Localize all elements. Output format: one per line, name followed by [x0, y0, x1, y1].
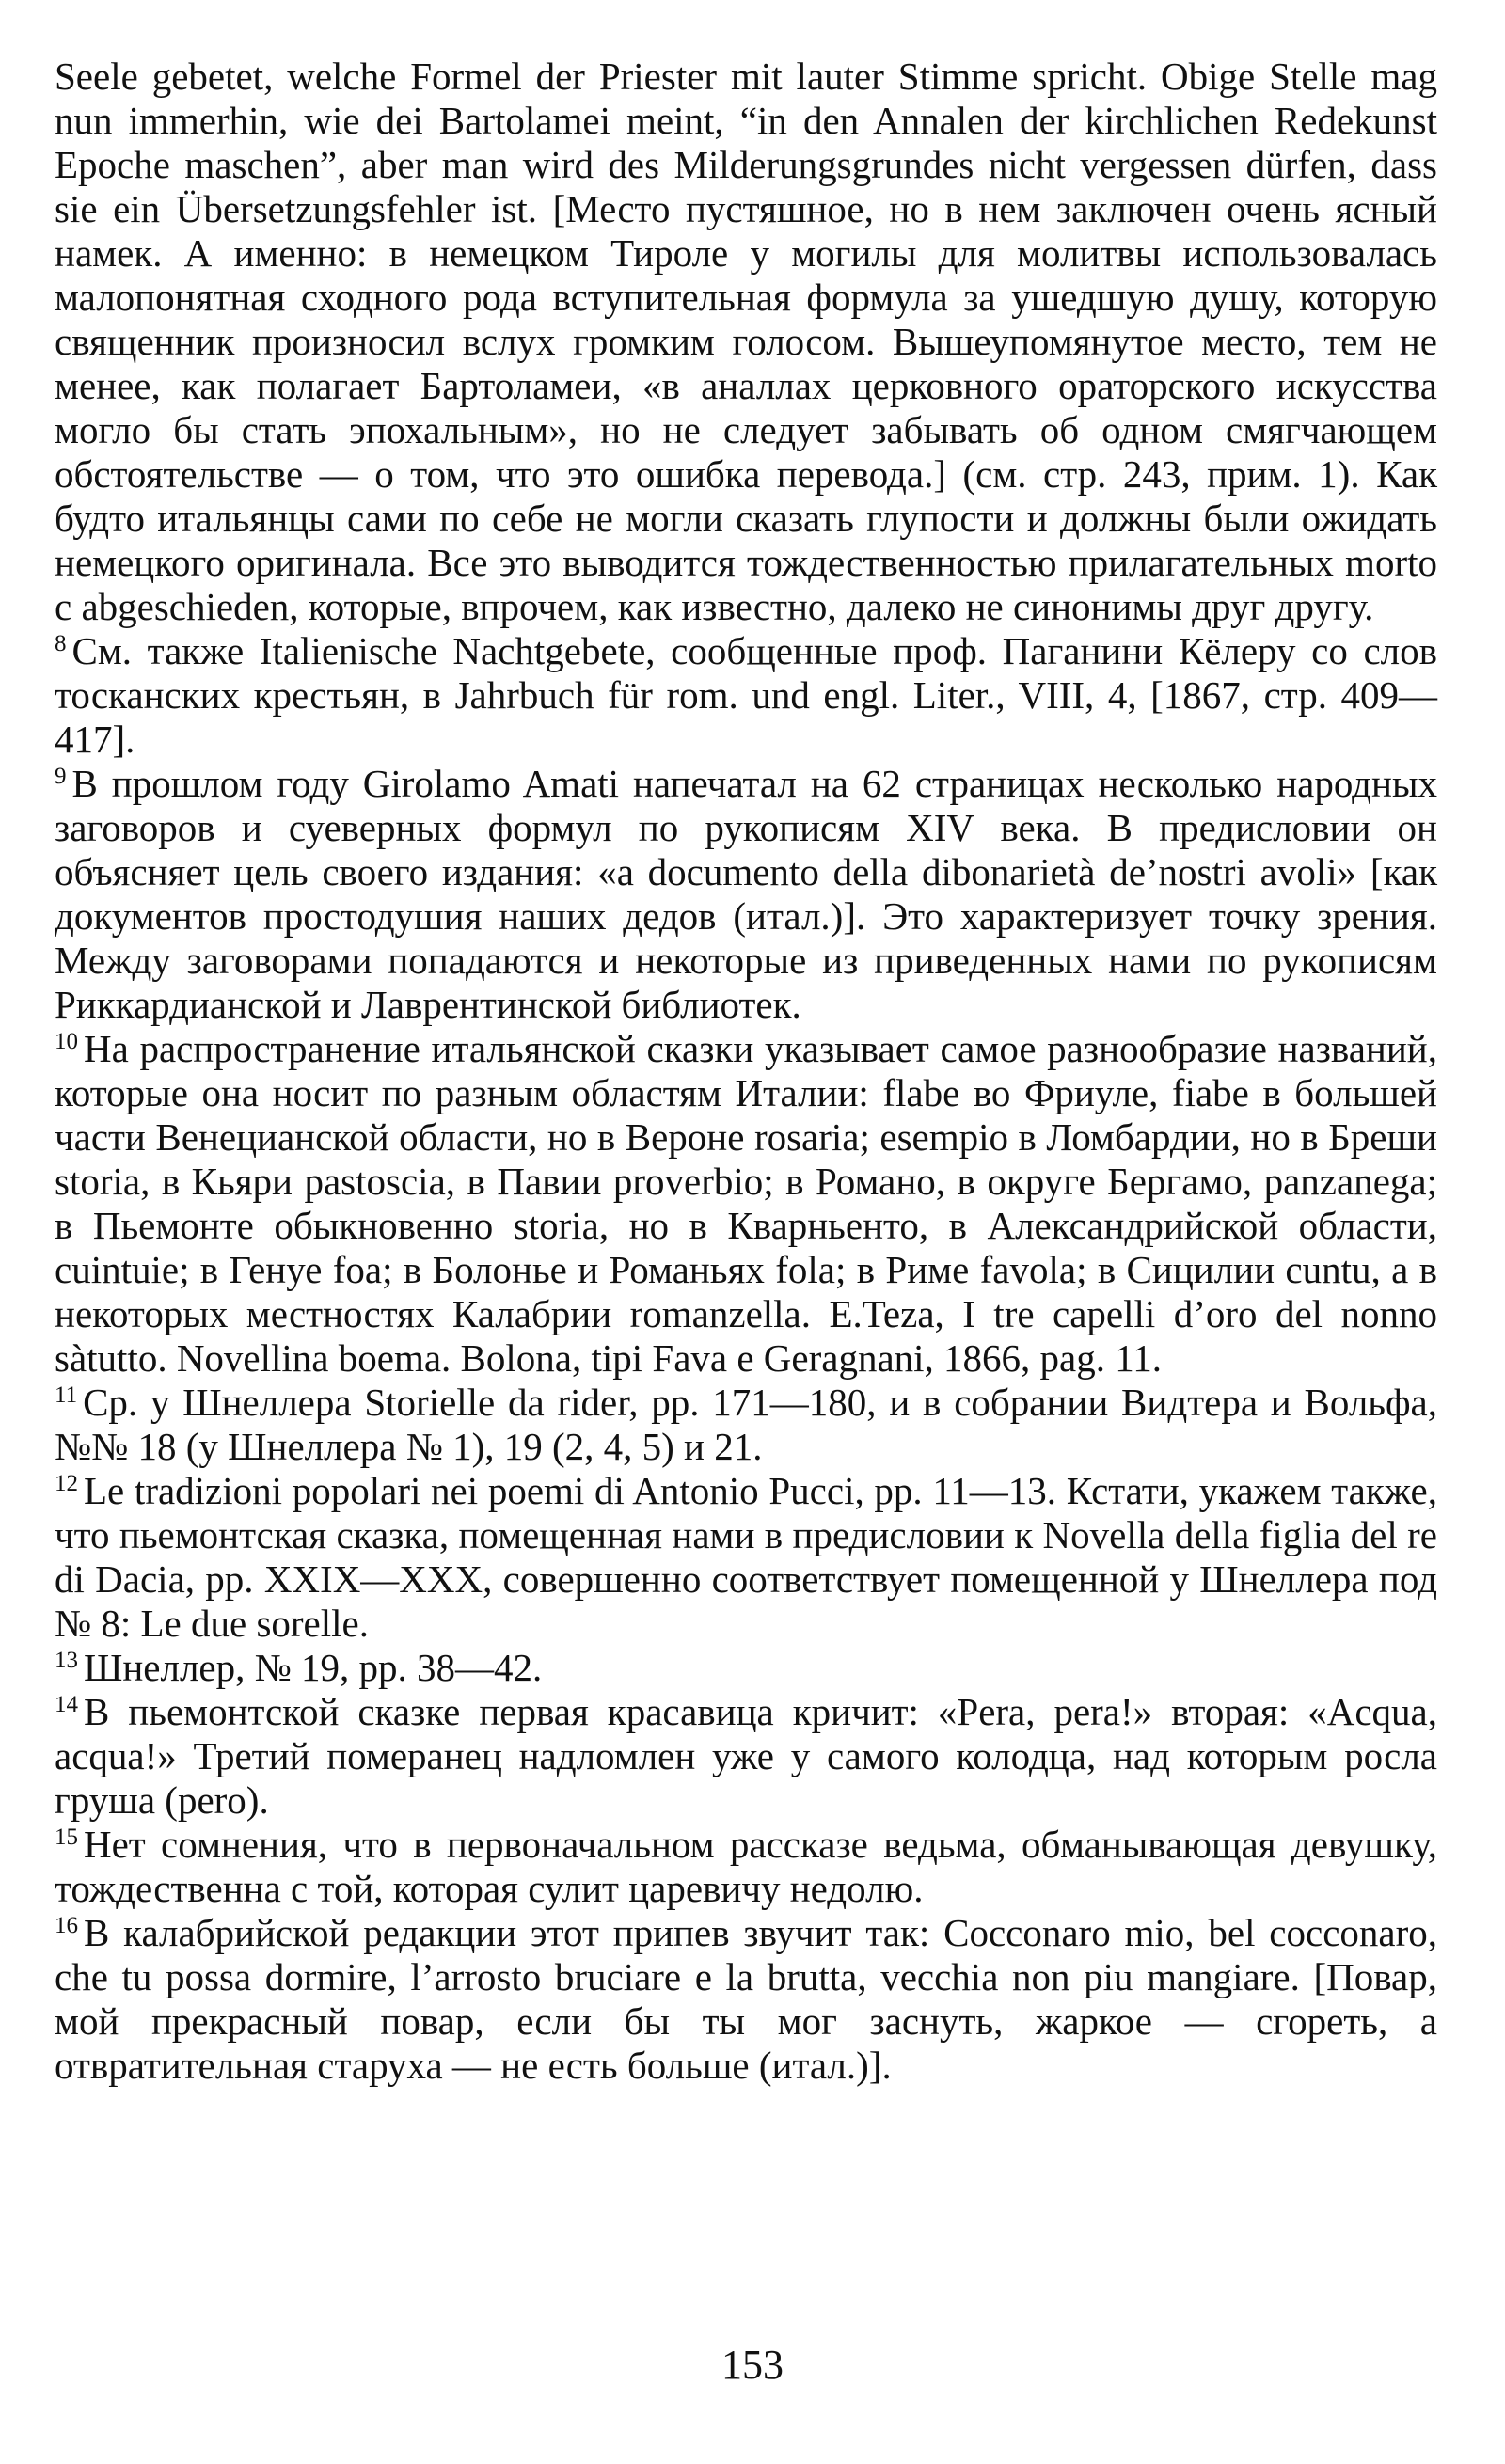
- footnote-text: В калабрийской редакции этот припев звучит так: Cocconaro mio, bel cocconaro, che tu possa dormire, l’arrosto bruciare e la brutta, vecchia non piu mangiare. [Повар, мой прекрасный повар, если бы ты мог заснуть, жаркое — сгореть, а отвратительная старуха — не есть больше (итал.)].: [55, 1911, 1437, 2087]
- footnote-number: 16: [55, 1913, 78, 1938]
- footnote-15: [55, 1823, 1437, 1911]
- footnote-number: 8: [55, 631, 67, 656]
- footnote-14: [55, 1690, 1437, 1823]
- footnotes: [55, 629, 1437, 2088]
- footnote-number: 13: [55, 1648, 78, 1673]
- footnote-text: Ср. у Шнеллера Storielle da rider, pp. 171—180, и в собрании Видтера и Вольфа, №№ 18 (у Шнеллера № 1), 19 (2, 4, 5) и 21.: [55, 1381, 1437, 1468]
- footnote-number: 11: [55, 1382, 78, 1408]
- footnote-number: 10: [55, 1029, 78, 1054]
- footnote-text: В прошлом году Girolamo Amati напечатал на 62 страницах несколько народных заговоров и суеверных формул по рукописям XIV века. В предисловии он объясняет цель своего издания: «a documento della dibonarietà de’nostri avoli» [как документов простодушия наших дедов (итал.)]. Это характеризует точку зрения. Между заговорами попадаются и некоторые из приведенных нами по рукописям Риккардианской и Лаврентинской библиотек.: [55, 762, 1437, 1026]
- footnote-number: 14: [55, 1692, 78, 1717]
- footnote-10: [55, 1027, 1437, 1381]
- footnote-13: [55, 1646, 1437, 1690]
- footnote-16: [55, 1911, 1437, 2088]
- footnote-text: Le tradizioni popolari nei poemi di Antonio Pucci, pp. 11—13. Кстати, укажем также, что пьемонтская сказка, помещенная нами в предисловии к Novella della figlia del re di Dacia, pp. XXIX—XXX, совершенно соответствует помещенной у Шнеллера под № 8: Le due sorelle.: [55, 1469, 1437, 1645]
- footnote-number: 12: [55, 1471, 78, 1496]
- footnote-number: 15: [55, 1824, 78, 1850]
- page-body: [55, 55, 1437, 2088]
- footnote-text: В пьемонтской сказке первая красавица кричит: «Pera, pera!» вторая: «Acqua, acqua!» Третий померанец надломлен уже у самого колодца, над которым росла груша (pero).: [55, 1690, 1437, 1822]
- footnote-text: См. также Italienische Nachtgebete, сообщенные проф. Паганини Кёлеру со слов тосканских крестьян, в Jahrbuch für rom. und engl. Liter., VIII, 4, [1867, стр. 409—417].: [55, 629, 1437, 761]
- footnote-text: Шнеллер, № 19, pp. 38—42.: [84, 1646, 543, 1689]
- footnote-number: 9: [55, 764, 67, 789]
- page-number: 153: [721, 2342, 784, 2388]
- footnote-9: [55, 762, 1437, 1027]
- footnote-8: [55, 629, 1437, 762]
- footnote-text: На распространение итальянской сказки указывает самое разнообразие названий, которые она носит по разным областям Италии: flabe во Фриуле, fiabe в большей части Венецианской области, но в Вероне rosaria; esempio в Ломбардии, но в Бреши storia, в Кьяри pastoscia, в Павии proverbio; в Романо, в округе Бергамо, panzanega; в Пьемонте обыкновенно storia, но в Кварньенто, в Александрийской области, cuintuie; в Генуе foa; в Болонье и Романьях fola; в Риме favola; в Сицилии cuntu, а в некоторых местностях Калабрии romanzella. E.Teza, I tre capelli d’oro del nonno sàtutto. Novellina boema. Bolona, tipi Fava e Geragnani, 1866, pag. 11.: [55, 1027, 1437, 1380]
- footnote-text: Нет сомнения, что в первоначальном рассказе ведьма, обманывающая девушку, тождественна с той, которая сулит царевичу недолю.: [55, 1823, 1437, 1910]
- footnote-12: [55, 1469, 1437, 1646]
- intro-paragraph: Seele gebetet, welche Formel der Priester mit lauter Stimme spricht. Obige Stelle mag nun immerhin, wie dei Bartolamei meint, “in den Annalen der kirchlichen Redekunst Epoche maschen”, aber man wird des Milderungsgrundes nicht vergessen dürfen, dass sie ein Übersetzungsfehler ist. [Место пустяшное, но в нем заключен очень ясный намек. А именно: в немецком Тироле у могилы для молитвы использовалась малопонятная сходного рода вступительная формула за ушедшую душу, которую священник произносил вслух громким голосом. Вышеупомянутое место, тем не менее, как полагает Бартоламеи, «в аналлах церковного ораторского искусства могло бы стать эпохальным», но не следует забывать об одном смягчающем обстоятельстве — о том, что это ошибка перевода.] (см. стр. 243, прим. 1). Как будто итальянцы сами по себе не могли сказать глупости и должны были ожидать немецкого оригинала. Все это выводится тождественностью прилагательных morto с abgeschieden, которые, впрочем, как известно, далеко не синонимы друг другу.: [55, 55, 1437, 628]
- footnote-11: [55, 1381, 1437, 1469]
